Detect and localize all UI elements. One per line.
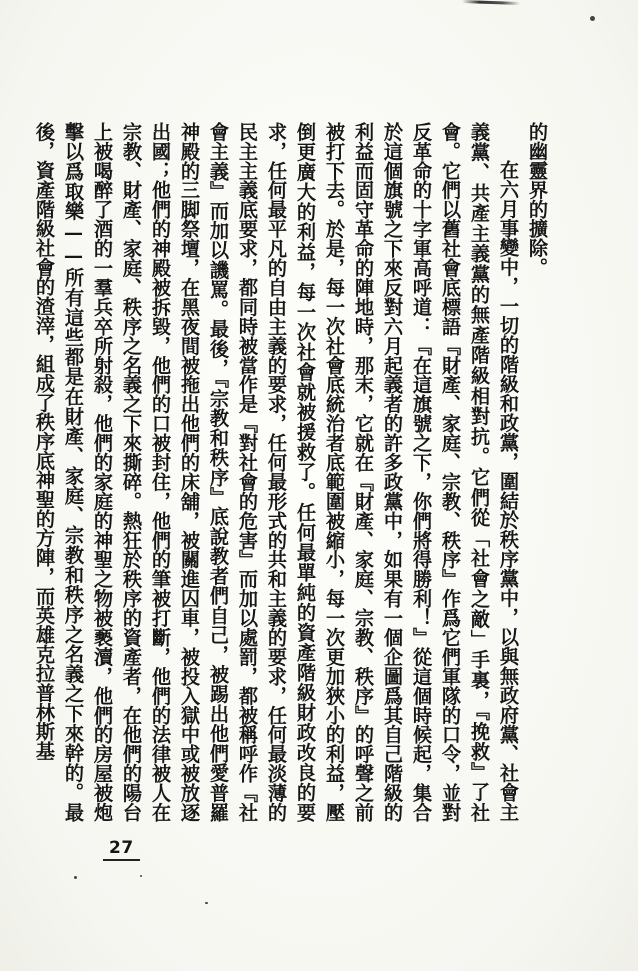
paragraph-june-events: 在六月事變中，一切的階級和政黨，圍結於秩序黨中，以與無政府黨、社會主義黨、共產主義黨的無產階級相對抗。它們從「社會之敵」手裏，『挽救』了社會。它們以舊社會底標語『財產、家庭、宗教、秩序』作爲它們軍隊的口令，並對反革命的十字軍高呼道：『在這旗號之下，你們將得勝利！』從這個時候起，集合於這個旗號之下來反對六月起義者的許多政黨中，如果有一個企圖爲其自己階級的利益而固守革命的陣地時，那末，它就在『財產、家庭、宗教、秩序』的呼聲之前被打下去。於是，每一次社會底統治者底範圍被縮小，每一次更加狹小的利益，壓倒更廣大的利益，每一次社會就被援救了。任何最單純的資產階級財政改良的要求，任何最平凡的自由主義的要求，任何最形式的共和主義的要求，任何最淡薄的民主主義底要求，都同時被當作是『對社會的危害』而加以處罰，都被稱呼作『社會主義』而加以譏罵。最後，『宗教和秩序』底說教者們自己，被踢出他們愛普羅神殿的三脚祭壇，在黑夜間被拖出他們的床舖，被關進囚車，被投入獄中或被放逐出國；他們的神殿被拆毀，他們的口被封住，他們的筆被打斷，他們的法律被人在宗教、財產、家庭、秩序之名義之下來撕碎。熱狂於秩序的資產者，在他們的陽台上被喝醉了酒的一羣兵卒所射殺，他們的家庭的神聖之物被褻瀆，他們的房屋被炮擊以爲取樂——所有這些都是在財產、家庭、宗教和秩序之名義之下來幹的。最後，資產階級社會的渣滓，組成了秩序底神聖的方陣，而英雄克拉普林斯基	[33, 122, 520, 822]
page-number: 27	[103, 838, 140, 861]
scan-artifact-dot	[74, 876, 77, 879]
scan-artifact-dot	[140, 875, 142, 877]
paragraph-continuation: 的幽靈界的擴除。	[526, 122, 549, 277]
scan-artifact-stroke	[462, 0, 520, 5]
scan-artifact-dot	[590, 16, 595, 21]
body-text	[33, 122, 552, 822]
scan-artifact-dot	[205, 902, 208, 904]
